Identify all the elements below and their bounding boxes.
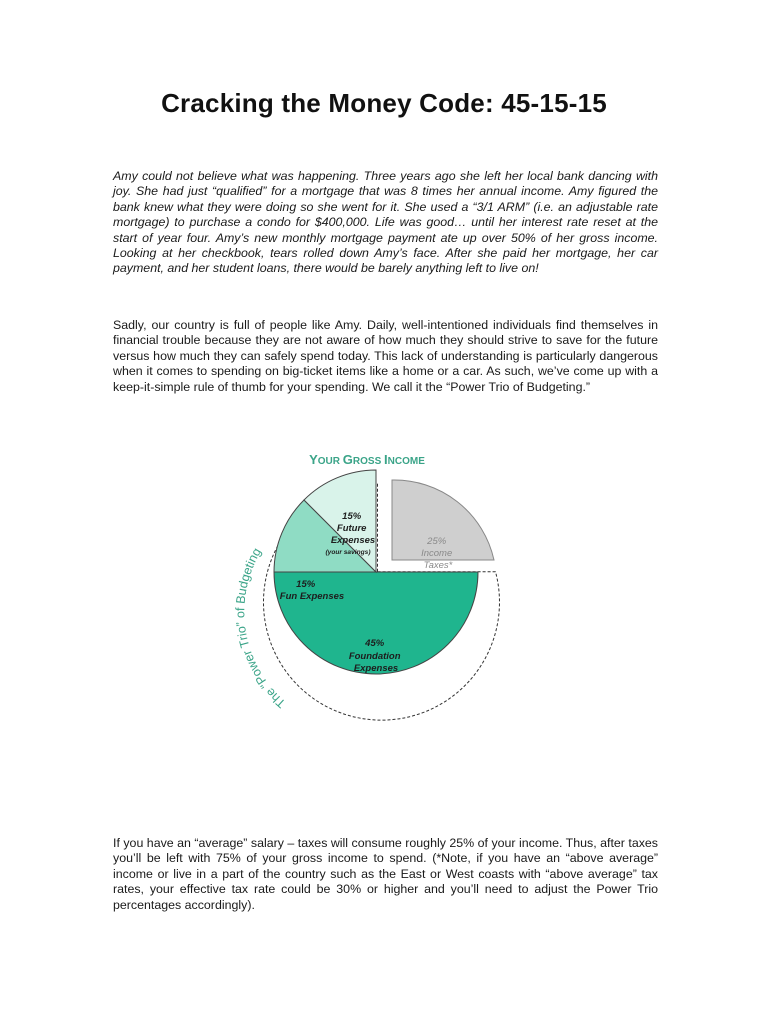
power-trio-arc-caption: The “Power Trio” of Budgeting xyxy=(233,545,289,711)
future-expenses-label: 15% Future Expenses xyxy=(330,511,376,546)
future-expenses-savings-note: (your savings) xyxy=(325,549,371,556)
page-title: Cracking the Money Code: 45-15-15 xyxy=(161,88,607,118)
power-trio-pie-chart xyxy=(220,440,550,730)
pie-chart-svg xyxy=(220,440,550,730)
tax-note-paragraph: If you have an “average” salary – taxes will consume roughly 25% of your income. Thus, after taxes you’ll be left with 75% of your gross income to spend. (*Note, if you have an “above average” income or live in a part of the country such as the East or West coasts with “above average” tax rates, your effective tax rate could be 30% or higher and you’ll need to adjust the Power Trio percentages accordingly). xyxy=(113,836,658,912)
fun-expenses-label: 15% Fun Expenses xyxy=(279,579,345,602)
income-taxes-label: 25% Income Taxes* xyxy=(421,536,453,571)
chart-title: YOUR GROSS INCOME xyxy=(309,452,425,467)
story-paragraph: Amy could not believe what was happening. Three years ago she left her local bank dancing with joy. She had just “qualified” for a mortgage that was 8 times her annual income. Amy figured the bank knew what they were doing so she went for it. She used a “3/1 ARM” (i.e. an adjustable rate mortgage) to purchase a condo for $400,000. Life was good… until her interest rate reset at the start of year four. Amy’s new monthly mortgage payment ate up over 50% of her gross income. Looking at her checkbook, tears rolled down Amy’s face. After she paid her mortgage, her car payment, and her student loans, there would be barely anything left to live on! xyxy=(113,169,658,276)
intro-paragraph: Sadly, our country is full of people like Amy. Daily, well-intentioned individuals find themselves in financial trouble because they are not aware of how much they should strive to save for the future versus how much they can safely spend today. This lack of understanding is particularly dangerous when it comes to spending on big-ticket items like a home or a car. As such, we’ve come up with a keep-it-simple rule of thumb for your spending. We call it the “Power Trio of Budgeting.” xyxy=(113,318,658,394)
foundation-expenses-label: 45% Foundation Expenses xyxy=(348,638,401,674)
